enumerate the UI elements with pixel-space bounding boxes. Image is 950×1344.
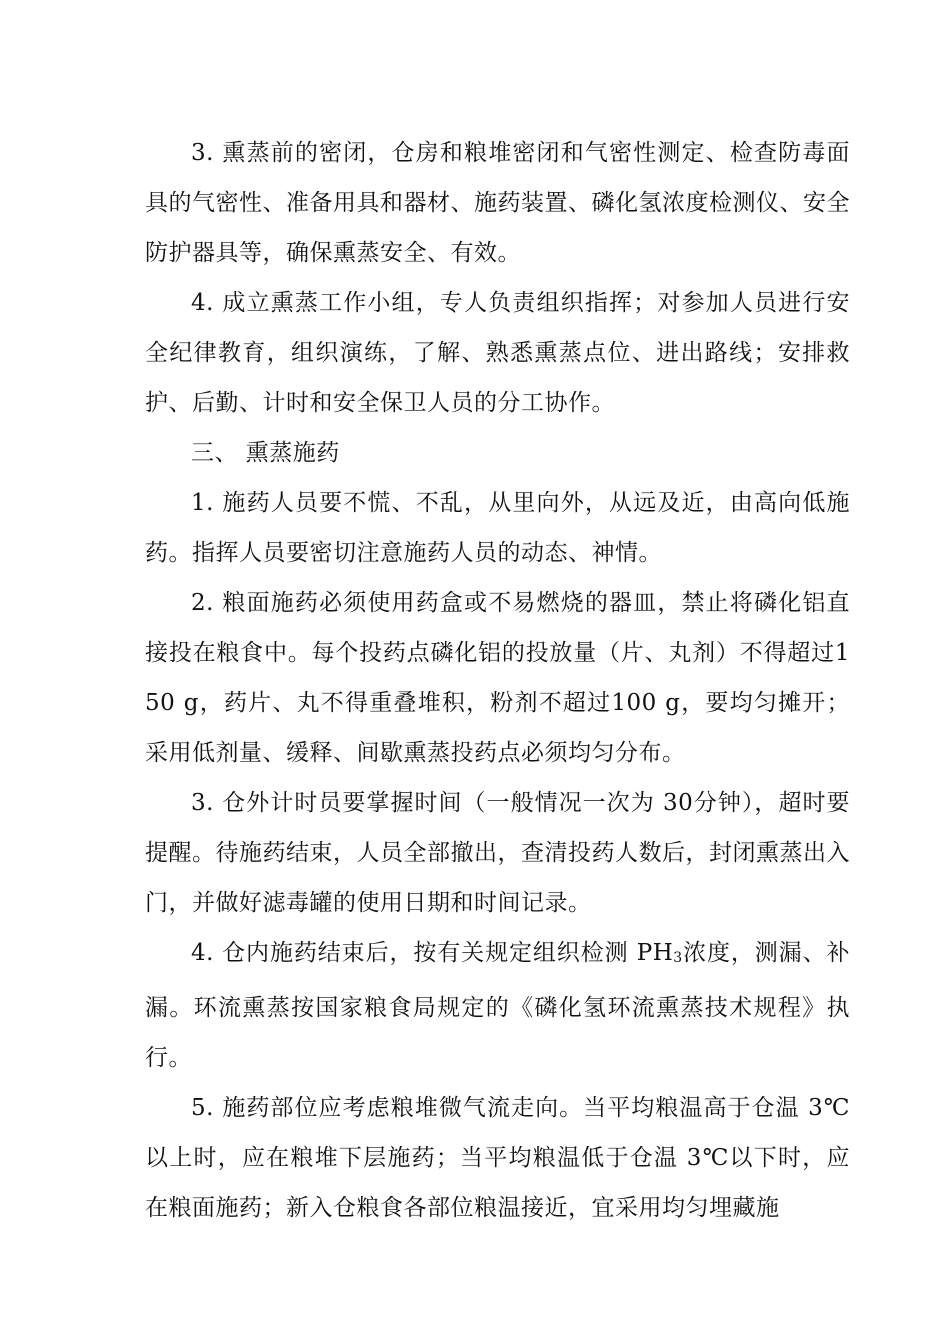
paragraph-application-position: 5. 施药部位应考虑粮堆微气流走向。当平均粮温高于仓温 3℃以上时，应在粮堆下层施药；当平均粮温低于仓温 3℃以下时，应在粮面施药；新入仓粮食各部位粮温接近，宜采用均匀埋藏施 — [145, 1095, 850, 1221]
paragraph-sealing: 3. 熏蒸前的密闭，仓房和粮堆密闭和气密性测定、检查防毒面具的气密性、准备用具和器材、施药装置、磷化氢浓度检测仪、安全防护器具等，确保熏蒸安全、有效。 — [145, 140, 850, 266]
ph3-text-before: 4. 仓内施药结束后，按有关规定组织检测 PH — [191, 940, 674, 966]
paragraph-team: 4. 成立熏蒸工作小组，专人负责组织指挥；对参加人员进行安全纪律教育，组织演练，了解、熟悉熏蒸点位、进出路线；安排救护、后勤、计时和安全保卫人员的分工协作。 — [145, 290, 850, 416]
ph3-text-after: 浓度，测漏、补漏。环流熏蒸按国家粮食局规定的《磷化氢环流熏蒸技术规程》执行。 — [145, 940, 850, 1071]
section-heading-fumigation: 三、 熏蒸施药 — [191, 440, 340, 466]
document-body — [145, 128, 850, 1233]
paragraph-application-order: 1. 施药人员要不慌、不乱，从里向外，从远及近，由高向低施药。指挥人员要密切注意施药人员的动态、神情。 — [145, 490, 850, 566]
paragraph-timekeeping: 3. 仓外计时员要掌握时间（一般情况一次为 30分钟），超时要提醒。待施药结束，人员全部撤出，查清投药人数后，封闭熏蒸出入门，并做好滤毒罐的使用日期和时间记录。 — [145, 790, 850, 916]
paragraph-ph3-detection — [145, 928, 850, 1083]
paragraph-dosage: 2. 粮面施药必须使用药盒或不易燃烧的器皿，禁止将磷化铝直接投在粮食中。每个投药点磷化铝的投放量（片、丸剂）不得超过150 g，药片、丸不得重叠堆积，粉剂不超过100 g，要均匀摊开；采用低剂量、缓释、间歇熏蒸投药点必须均匀分布。 — [145, 590, 850, 766]
ph3-subscript: 3 — [673, 950, 683, 966]
